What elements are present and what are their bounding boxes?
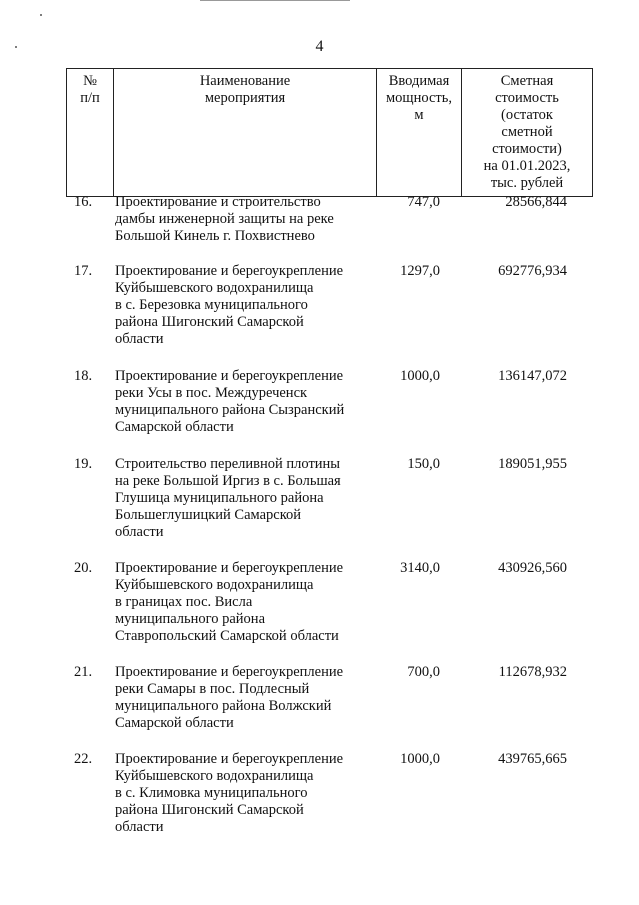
row-power: 747,0	[407, 194, 440, 210]
row-power: 3140,0	[400, 560, 440, 576]
row-number: 21.	[74, 664, 93, 680]
header-row	[67, 69, 593, 197]
row-number: 22.	[74, 751, 93, 767]
row-cost: 692776,934	[498, 263, 567, 279]
row-cost: 28566,844	[505, 194, 567, 210]
table-header	[66, 68, 593, 197]
page-number: 4	[315, 38, 324, 55]
scan-top-rule	[200, 0, 350, 1]
row-power: 1000,0	[400, 368, 440, 384]
row-cost: 430926,560	[498, 560, 567, 576]
row-power: 150,0	[407, 456, 440, 472]
row-cost: 112678,932	[498, 664, 567, 680]
row-number: 18.	[74, 368, 93, 384]
header-name	[114, 69, 377, 197]
row-number: 19.	[74, 456, 93, 472]
row-name: Проектирование и берегоукрепление Куйбышевского водохранилища в границах пос. Висла муниципального района Ставропольский Самарской области	[115, 560, 344, 644]
row-name: Проектирование и берегоукрепление Куйбышевского водохранилища в с. Климовка муниципального района Шигонский Самарской области	[115, 751, 344, 835]
row-name: Строительство переливной плотины на реке Большой Иргиз в с. Большая Глушица муниципального района Большеглушицкий Самарской области	[115, 456, 341, 540]
scan-speck	[40, 14, 42, 16]
header-power-text: Вводимая мощность, м	[386, 73, 452, 123]
header-cost-text: Сметная стоимость (остаток сметной стоимости) на 01.01.2023, тыс. рублей	[483, 73, 571, 191]
header-cost	[462, 69, 593, 197]
row-cost: 439765,665	[498, 751, 567, 767]
row-cost: 136147,072	[498, 368, 567, 384]
row-power: 1000,0	[400, 751, 440, 767]
header-name-text: Наименование мероприятия	[199, 73, 291, 106]
row-number: 20.	[74, 560, 93, 576]
row-number: 16.	[74, 194, 93, 210]
row-cost: 189051,955	[498, 456, 567, 472]
row-name: Проектирование и берегоукрепление Куйбышевского водохранилища в с. Березовка муниципального района Шигонский Самарской области	[115, 263, 344, 347]
header-number-text: № п/п	[80, 73, 100, 106]
row-power: 700,0	[407, 664, 440, 680]
row-name: Проектирование и строительство дамбы инженерной защиты на реке Большой Кинель г. Похвистнево	[115, 194, 334, 244]
header-power	[377, 69, 462, 197]
row-number: 17.	[74, 263, 93, 279]
header-number	[67, 69, 114, 197]
row-name: Проектирование и берегоукрепление реки Усы в пос. Междуреченск муниципального района Сызранский Самарской области	[115, 368, 345, 435]
row-power: 1297,0	[400, 263, 440, 279]
row-name: Проектирование и берегоукрепление реки Самары в пос. Подлесный муниципального района Волжский Самарской области	[115, 664, 344, 731]
